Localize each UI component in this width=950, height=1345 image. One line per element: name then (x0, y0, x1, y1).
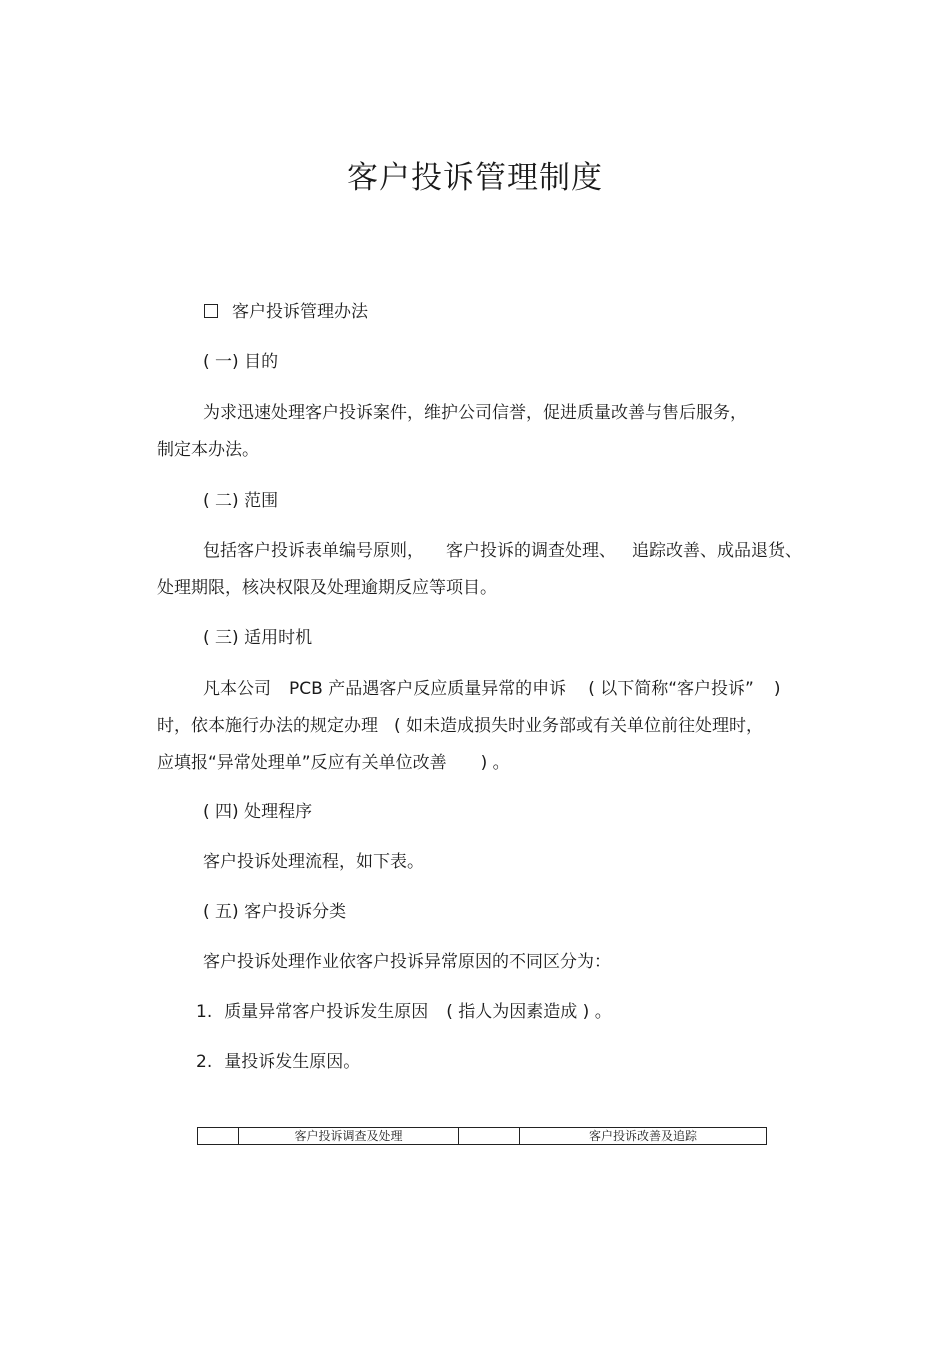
section-heading-text: 客户投诉管理办法 (232, 302, 368, 322)
section-3-text-part-a: 凡本公司 (203, 679, 271, 699)
section-3-text-part-h: ) 。 (480, 753, 510, 773)
section-1-heading: ( 一) 目的 (203, 352, 279, 372)
flow-table-cell-investigation: 客户投诉调查及处理 (239, 1128, 459, 1145)
document-title: 客户投诉管理制度 (347, 160, 603, 196)
section-3-text-part-b: PCB 产品遇客户反应质量异常的申诉 (289, 679, 567, 699)
flow-table-cell-improvement: 客户投诉改善及追踪 (520, 1128, 767, 1145)
section-heading (204, 300, 368, 324)
section-4-heading: ( 四) 处理程序 (203, 802, 313, 822)
section-3-heading: ( 三) 适用时机 (203, 628, 313, 648)
list-item-2 (196, 1050, 360, 1074)
section-1-text-line-1: 为求迅速处理客户投诉案件，维护公司信誉，促进质量改善与售后服务， (203, 403, 747, 423)
section-3-text-part-g: 应填报“异常处理单”反应有关单位改善 (157, 753, 447, 773)
section-1-text-line-2: 制定本办法。 (157, 440, 259, 460)
section-2-text-part-a: 包括客户投诉表单编号原则， (203, 541, 424, 561)
section-3-text-line-1 (203, 677, 780, 701)
list-item-1-text-b: ( 指人为因素造成 ) 。 (446, 1002, 612, 1022)
section-3-text-part-e: 时，依本施行办法的规定办理 (157, 716, 378, 736)
section-2-text-part-c: 追踪改善、成品退货、 (632, 541, 802, 561)
flow-table-row (198, 1128, 767, 1145)
section-2-heading: ( 二) 范围 (203, 491, 279, 511)
checkbox-icon (204, 304, 218, 318)
section-3-text-part-d: ) (773, 679, 781, 699)
section-4-text: 客户投诉处理流程，如下表。 (203, 852, 424, 872)
section-2-text-line-2: 处理期限，核决权限及处理逾期反应等项目。 (157, 578, 497, 598)
list-item-2-text: 量投诉发生原因。 (224, 1052, 361, 1072)
flow-table-cell-empty-1 (198, 1128, 239, 1145)
section-5-heading: ( 五) 客户投诉分类 (203, 902, 347, 922)
section-2-text-line-1 (203, 539, 802, 563)
list-item-1-text-a: 质量异常客户投诉发生原因 (224, 1002, 429, 1022)
section-3-text-line-3 (157, 751, 510, 775)
section-2-text-part-b: 客户投诉的调查处理、 (446, 541, 616, 561)
list-item-1-number: 1. (196, 1002, 213, 1022)
flow-table (197, 1127, 767, 1145)
list-item-2-number: 2. (196, 1052, 213, 1072)
list-item-1 (196, 1000, 612, 1024)
section-3-text-part-f: ( 如未造成损失时业务部或有关单位前往处理时， (394, 716, 764, 736)
section-5-text: 客户投诉处理作业依客户投诉异常原因的不同区分为： (203, 952, 611, 972)
section-3-text-line-2 (157, 714, 763, 738)
flow-table-cell-empty-2 (459, 1128, 520, 1145)
section-3-text-part-c: ( 以下简称“客户投诉” (588, 679, 754, 699)
